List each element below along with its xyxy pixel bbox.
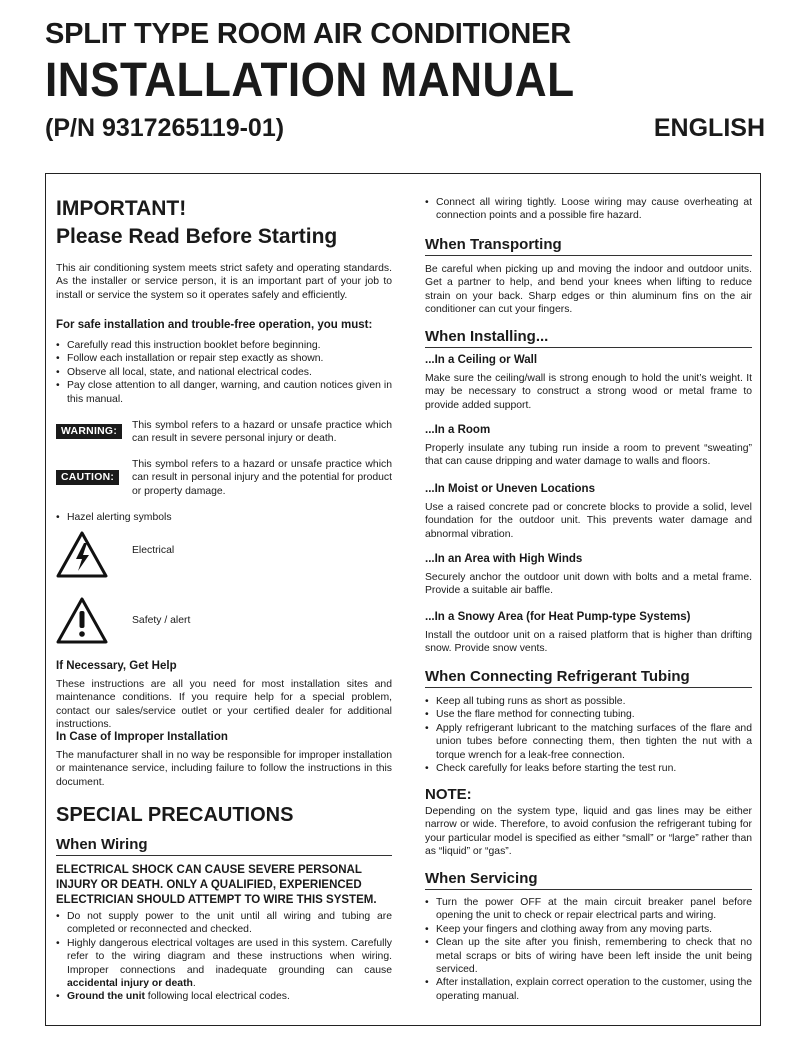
snowy-heading: ...In a Snowy Area (for Heat Pump-type Systems): [425, 611, 691, 623]
note-text: Depending on the system type, liquid and gas lines may be either narrow or wide. Therefore, to avoid confusion the refrigerant tubing for your particular model is specified as either “small” or “large” rather than as “liquid” or “gas”.: [425, 806, 752, 858]
list-item: • Keep your fingers and clothing away from any moving parts.: [425, 923, 752, 936]
electrical-hazard-icon: [56, 531, 108, 579]
room-heading: ...In a Room: [425, 424, 491, 436]
ceiling-text: Make sure the ceiling/wall is strong enough to hold the unit’s weight. It may be necessary to construct a strong wood or metal frame to provide added support.: [425, 373, 752, 411]
wiring-heading: When Wiring: [56, 836, 392, 856]
improper-heading: In Case of Improper Installation: [56, 731, 228, 743]
part-number: (P/N 9317265119-01): [45, 114, 285, 142]
hazel-list: [56, 511, 392, 524]
servicing-heading: When Servicing: [425, 870, 752, 890]
improper-text: The manufacturer shall in no way be responsible for improper installation or maintenance service, including failure to follow the instructions in this document.: [56, 750, 392, 788]
list-item: • Turn the power OFF at the main circuit breaker panel before opening the unit to check or repair electrical parts and wiring.: [425, 896, 752, 923]
winds-text: Securely anchor the outdoor unit down with bolts and a metal frame. Provide a suitable air baffle.: [425, 572, 752, 597]
intro-paragraph: This air conditioning system meets strict safety and operating standards. As the installer or service person, it is an important part of your job to install or service the system so it operates safely and efficiently.: [56, 263, 392, 301]
warning-badge: WARNING:: [56, 424, 122, 439]
room-text: Properly insulate any tubing run inside a room to prevent “sweating” that can cause dripping and water damage to walls and floors.: [425, 443, 752, 468]
note-heading: NOTE:: [425, 786, 472, 803]
get-help-text: These instructions are all you need for most installation sites and maintenance conditions. If you require help for a special problem, contact our sales/service outlet or your certified dealer for additional instructions.: [56, 679, 392, 731]
must-list: [56, 339, 392, 406]
special-precautions-heading: SPECIAL PRECAUTIONS: [56, 804, 294, 826]
list-item: • Follow each installation or repair step exactly as shown.: [56, 352, 392, 365]
list-item: • Highly dangerous electrical voltages are used in this system. Carefully refer to the wiring diagram and these instructions when wiring. Improper connections and inadequate grounding can cause accidental injury or death.: [56, 937, 392, 991]
document-header: [45, 18, 765, 143]
content-frame: [45, 173, 761, 1026]
transporting-heading: When Transporting: [425, 236, 752, 256]
must-heading: For safe installation and trouble-free operation, you must:: [56, 319, 373, 331]
moist-text: Use a raised concrete pad or concrete blocks to provide a solid, level foundation for the outdoor unit. This prevents water damage and abnormal vibration.: [425, 502, 752, 540]
list-item: • Connect all wiring tightly. Loose wiring may cause overheating at connection points and a possible fire hazard.: [425, 196, 752, 223]
list-item: • Keep all tubing runs as short as possible.: [425, 695, 752, 708]
list-item: • Check carefully for leaks before starting the test run.: [425, 762, 752, 775]
list-item: • Ground the unit following local electrical codes.: [56, 990, 392, 1003]
get-help-heading: If Necessary, Get Help: [56, 660, 177, 672]
safety-alert-icon: [56, 597, 108, 645]
list-item: • Apply refrigerant lubricant to the matching surfaces of the flare and union tubes before connecting them, then tighten the nut with a torque wrench for a leak-free connection.: [425, 722, 752, 762]
transporting-text: Be careful when picking up and moving the indoor and outdoor units. Get a partner to help, and bend your knees when lifting to reduce strain on your back. Sharp edges or thin aluminum fins on the air conditioner can cut your fingers.: [425, 264, 752, 316]
list-item: • Observe all local, state, and national electrical codes.: [56, 366, 392, 379]
read-before-heading: Please Read Before Starting: [56, 225, 338, 248]
product-series: SPLIT TYPE ROOM AIR CONDITIONER: [45, 18, 572, 50]
servicing-list: [425, 896, 752, 1003]
refrigerant-heading: When Connecting Refrigerant Tubing: [425, 668, 752, 688]
ceiling-heading: ...In a Ceiling or Wall: [425, 354, 538, 366]
winds-heading: ...In an Area with High Winds: [425, 553, 583, 565]
important-heading: IMPORTANT!: [56, 197, 187, 220]
wiring-list: [56, 910, 392, 1004]
snowy-text: Install the outdoor unit on a raised platform that is higher than drifting snow. Provide snow vents.: [425, 630, 752, 655]
wiring-continued-list: [425, 196, 752, 223]
list-item: • Do not supply power to the unit until all wiring and tubing are completed or reconnected and checked.: [56, 910, 392, 937]
refrigerant-list: [425, 695, 752, 775]
moist-heading: ...In Moist or Uneven Locations: [425, 483, 595, 495]
wiring-warning: ELECTRICAL SHOCK CAN CAUSE SEVERE PERSONAL INJURY OR DEATH. ONLY A QUALIFIED, EXPERIENCED ELECTRICIAN SHOULD ATTEMPT TO WIRE THIS SYSTEM.: [56, 864, 377, 906]
language-label: ENGLISH: [653, 114, 765, 142]
list-item: • Hazel alerting symbols: [56, 511, 392, 524]
caution-text: This symbol refers to a hazard or unsafe practice which can result in personal injury and the potential for product or property damage.: [132, 459, 392, 497]
safety-symbol-label: Safety / alert: [132, 615, 191, 626]
warning-text: This symbol refers to a hazard or unsafe practice which can result in severe personal injury or death.: [132, 420, 392, 445]
list-item: • Use the flare method for connecting tubing.: [425, 708, 752, 721]
list-item: • After installation, explain correct operation to the customer, using the operating manual.: [425, 976, 752, 1003]
header-info-row: [45, 114, 765, 143]
installing-heading: When Installing...: [425, 328, 752, 348]
caution-badge: CAUTION:: [56, 470, 119, 485]
list-item: • Pay close attention to all danger, warning, and caution notices given in this manual.: [56, 379, 392, 406]
list-item: • Clean up the site after you finish, remembering to check that no metal scraps or bits of wiring have been left inside the unit being serviced.: [425, 936, 752, 976]
electrical-symbol-label: Electrical: [132, 545, 175, 556]
manual-title: INSTALLATION MANUAL: [45, 54, 575, 107]
list-item: • Carefully read this instruction booklet before beginning.: [56, 339, 392, 352]
